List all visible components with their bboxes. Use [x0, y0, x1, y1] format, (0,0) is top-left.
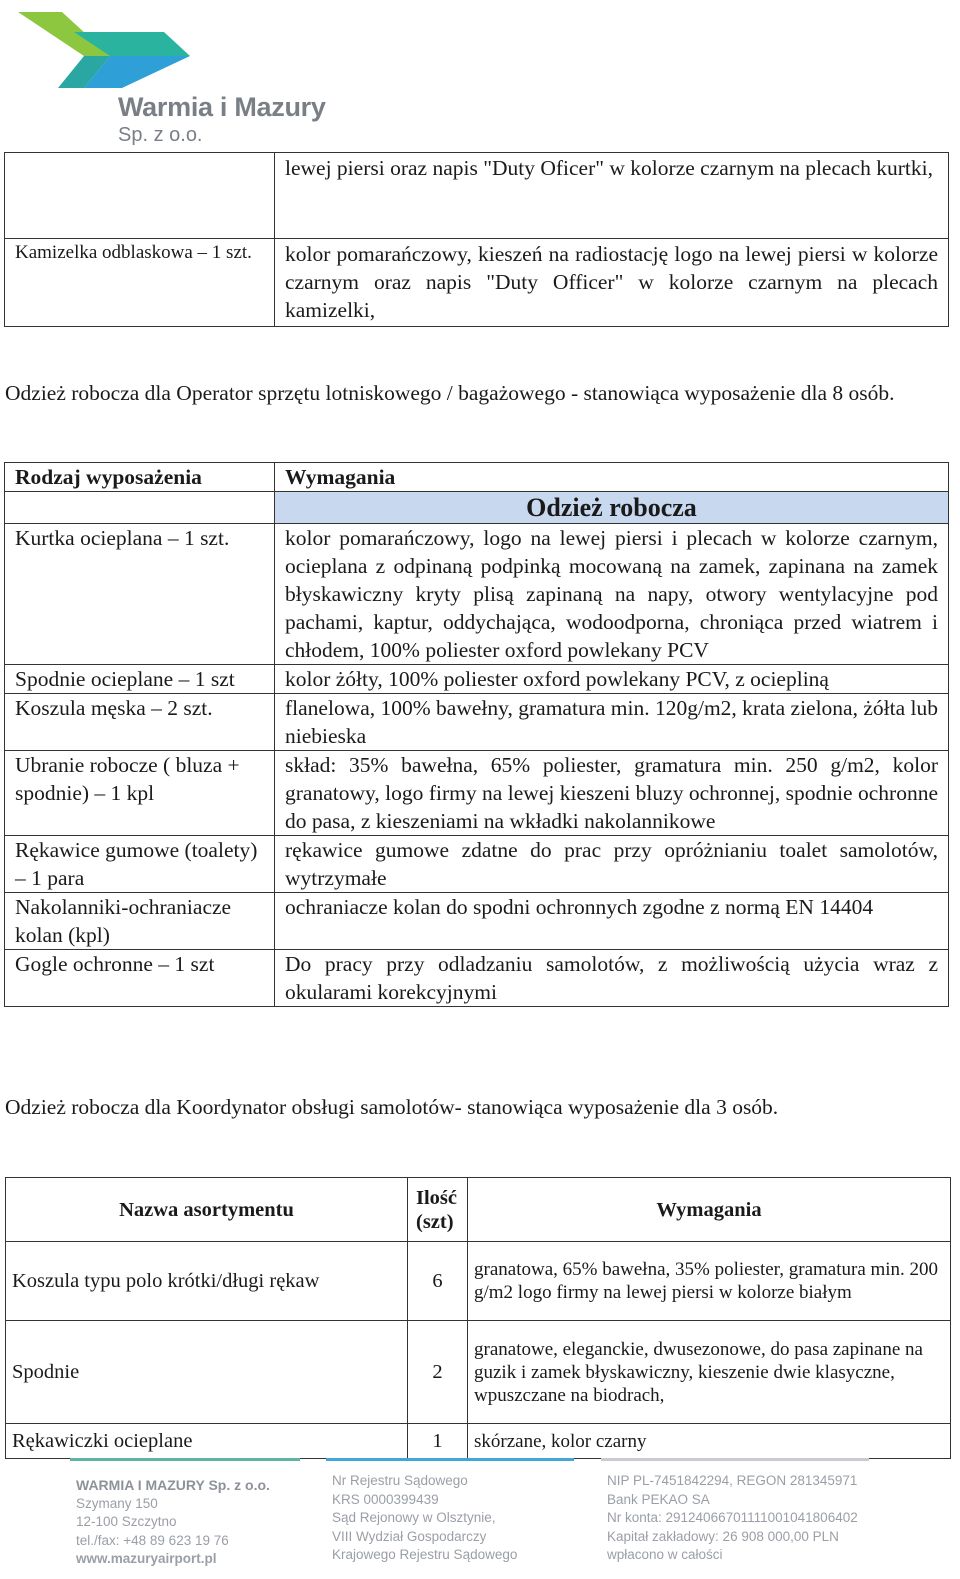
item-cell: Nakolanniki-ochraniacze kolan (kpl) [5, 893, 275, 950]
table-header-row [6, 1178, 951, 1242]
section-intro-coordinator: Odzież robocza dla Koordynator obsługi samolotów- stanowiąca wyposażenie dla 3 osób. [5, 1095, 779, 1119]
footer-accent-bar [326, 1458, 574, 1461]
table-row [5, 836, 949, 893]
requirement-cell: kolor pomarańczowy, logo na lewej piersi i plecach w kolorze czarnym, ocieplana z odpinaną podpinką mocowaną na zamek, zapinana na zamek błyskawiczny kryty plisą zapinaną na napy, otwory wentylacyjne pod pachami, kaptur, oddychająca, wodoodporna, chroniąca przed wiatrem i chłodem, 100% poliester oxford powlekany PCV [275, 524, 949, 665]
footer-bank-info [607, 1472, 858, 1565]
table-row [5, 524, 949, 665]
header-name: Nazwa asortymentu [6, 1178, 408, 1242]
name-cell: Koszula typu polo krótki/długi rękaw [6, 1242, 408, 1321]
item-cell: Gogle ochronne – 1 szt [5, 950, 275, 1007]
requirement-cell: flanelowa, 100% bawełny, gramatura min. 120g/m2, krata zielona, żółta lub niebieska [275, 694, 949, 751]
table-row [5, 950, 949, 1007]
name-cell: Spodnie [6, 1321, 408, 1424]
footer-company-info [76, 1476, 270, 1569]
footer-line: NIP PL-7451842294, REGON 281345971 [607, 1473, 858, 1488]
item-cell: Koszula męska – 2 szt. [5, 694, 275, 751]
requirement-cell: Do pracy przy odladzaniu samolotów, z możliwością użycia wraz z okularami korekcyjnymi [275, 950, 949, 1007]
table-row [5, 893, 949, 950]
table-row [5, 665, 949, 694]
item-cell: Ubranie robocze ( bluza + spodnie) – 1 kpl [5, 751, 275, 836]
quantity-cell: 6 [408, 1242, 468, 1321]
table-row [5, 751, 949, 836]
quantity-cell: 1 [408, 1424, 468, 1459]
footer-line: Bank PEKAO SA [607, 1491, 710, 1507]
footer-line: wpłacono w całości [607, 1547, 723, 1562]
header-requirements: Wymagania [468, 1178, 951, 1242]
logo-mark-icon [14, 6, 214, 106]
footer-line: Nr konta: 29124066701111001041806402 [607, 1510, 858, 1525]
footer-registry-info [332, 1472, 517, 1565]
requirement-cell: granatowa, 65% bawełna, 35% poliester, gramatura min. 200 g/m2 logo firmy na lewej piersi w kolorze białym [468, 1242, 951, 1321]
footer-accent-bar [70, 1458, 300, 1461]
requirement-cell: kolor żółty, 100% poliester oxford powlekany PCV, z ociepliną [275, 665, 949, 694]
company-logo [14, 6, 334, 146]
table-row [6, 1242, 951, 1321]
footer-company-name: WARMIA I MAZURY Sp. z o.o. [76, 1477, 270, 1493]
item-cell [5, 153, 275, 239]
coordinator-equipment-table [5, 1177, 951, 1459]
header-quantity: Ilość (szt) [408, 1178, 468, 1242]
header-item: Rodzaj wyposażenia [5, 463, 275, 492]
footer-website: www.mazuryairport.pl [76, 1551, 217, 1566]
table-row [6, 1321, 951, 1424]
requirement-cell: lewej piersi oraz napis "Duty Oficer" w kolorze czarnym na plecach kurtki, [275, 153, 949, 239]
section-row [5, 492, 949, 524]
item-cell: Rękawice gumowe (toalety) – 1 para [5, 836, 275, 893]
section-intro-operator: Odzież robocza dla Operator sprzętu lotniskowego / bagażowego - stanowiąca wyposażenie dla 8 osób. [5, 381, 895, 405]
footer-line: Krajowego Rejestru Sądowego [332, 1547, 518, 1562]
operator-equipment-table [4, 462, 949, 1007]
footer-line: KRS 0000399439 [332, 1491, 439, 1507]
requirement-cell: kolor pomarańczowy, kieszeń na radiostację logo na lewej piersi w kolorze czarnym oraz napis "Duty Officer" w kolorze czarnym na plecach kamizelki, [275, 239, 949, 327]
quantity-cell: 2 [408, 1321, 468, 1424]
table-row [5, 239, 949, 327]
footer-line: Sąd Rejonowy w Olsztynie, [332, 1510, 496, 1525]
section-empty-cell [5, 492, 275, 524]
requirement-cell: ochraniacze kolan do spodni ochronnych zgodne z normą EN 14404 [275, 893, 949, 950]
item-cell: Kurtka ocieplana – 1 szt. [5, 524, 275, 665]
footer-line: Nr Rejestru Sądowego [332, 1473, 468, 1488]
footer-line: Kapitał zakładowy: 26 908 000,00 PLN [607, 1528, 839, 1544]
footer-line: VIII Wydział Gospodarczy [332, 1528, 487, 1544]
requirement-cell: rękawice gumowe zdatne do prac przy opróżnianiu toalet samolotów, wytrzymałe [275, 836, 949, 893]
equipment-table-continued [4, 152, 949, 327]
footer-line: Szymany 150 [76, 1495, 158, 1511]
section-title: Odzież robocza [275, 492, 949, 524]
table-row [5, 694, 949, 751]
item-cell: Spodnie ocieplane – 1 szt [5, 665, 275, 694]
table-row [5, 153, 949, 239]
logo-name: Warmia i Mazury [118, 92, 326, 122]
item-cell: Kamizelka odblaskowa – 1 szt. [5, 239, 275, 327]
footer-line: tel./fax: +48 89 623 19 76 [76, 1532, 229, 1548]
header-requirements: Wymagania [275, 463, 949, 492]
footer-accent-bar [601, 1458, 869, 1461]
table-header-row [5, 463, 949, 492]
logo-subtitle: Sp. z o.o. [118, 124, 203, 146]
requirement-cell: skład: 35% bawełna, 65% poliester, gramatura min. 250 g/m2, kolor granatowy, logo firmy na lewej kieszeni bluzy ochronnej, spodnie ochronne do pasa, z kieszeniami na wkładki nakolannikowe [275, 751, 949, 836]
requirement-cell: skórzane, kolor czarny [468, 1424, 951, 1459]
name-cell: Rękawiczki ocieplane [6, 1424, 408, 1459]
table-row [6, 1424, 951, 1459]
requirement-cell: granatowe, eleganckie, dwusezonowe, do pasa zapinane na guzik i zamek błyskawiczny, kieszenie dwie klasyczne, wpuszczane na biodrach, [468, 1321, 951, 1424]
page-footer [0, 1458, 960, 1579]
footer-line: 12-100 Szczytno [76, 1514, 177, 1529]
